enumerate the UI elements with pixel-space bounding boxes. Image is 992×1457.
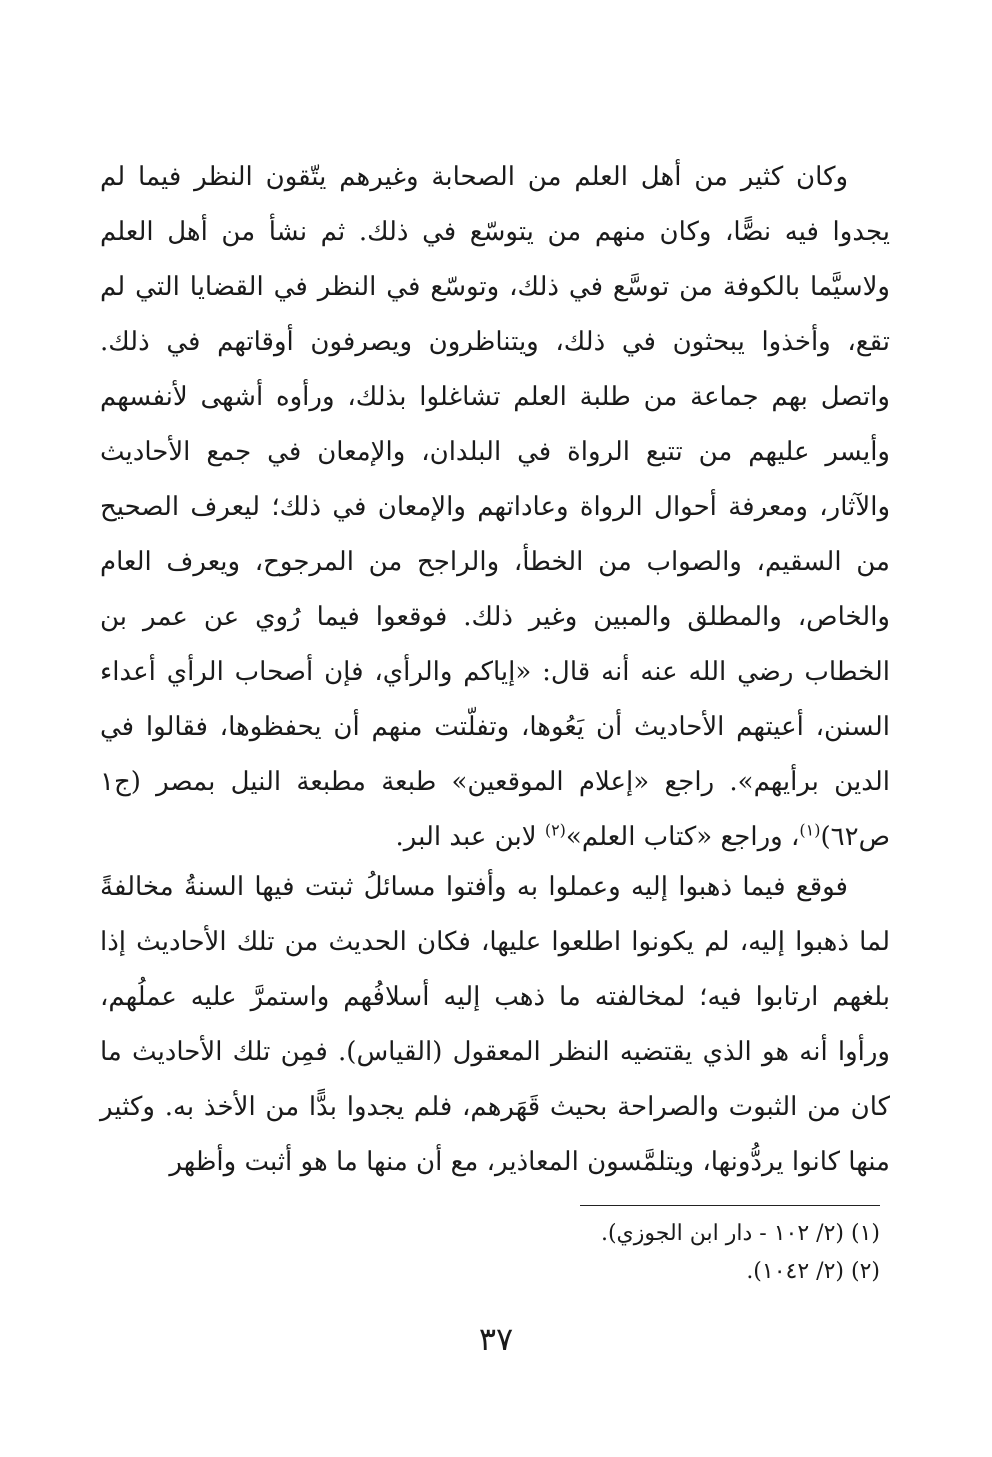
footnote-marker: (١) bbox=[850, 1221, 880, 1246]
footnotes bbox=[500, 1215, 880, 1291]
paragraph-text bbox=[100, 150, 890, 865]
paragraph-1-end: لابن عبد البر. bbox=[395, 822, 545, 852]
paragraph-1-middle: ، وراجع «كتاب العلم» bbox=[565, 822, 800, 852]
footnote-1 bbox=[500, 1215, 880, 1253]
footnote-text: (٢/ ١٠٤٢). bbox=[746, 1259, 844, 1284]
paragraph-2-text: فوقع فيما ذهبوا إليه وعملوا به وأفتوا مسائلُ ثبتت فيها السنةُ مخالفةً لما ذهبوا إليه، لم يكونوا اطلعوا عليها، فكان الحديث من تلك الأحاديث إذا بلغهم ارتابوا فيه؛ لمخالفته ما ذهب إليه أسلافُهم واستمرَّ عليه عملُهم، ورأوا أنه هو الذي يقتضيه النظر المعقول (القياس). فمِن تلك الأحاديث ما كان من الثبوت والصراحة بحيث قَهَرهم، فلم يجدوا بدًّا من الأخذ به. وكثير منها كانوا يردُّونها، ويتلمَّسون المعاذير، مع أن منها ما هو أثبت وأظهر bbox=[100, 872, 890, 1177]
paragraph-1-text: وكان كثير من أهل العلم من الصحابة وغيرهم يتّقون النظر فيما لم يجدوا فيه نصًّا، وكان منهم من يتوسّع في ذلك. ثم نشأ من أهل العلم ولاسيَّما بالكوفة من توسَّع في ذلك، وتوسّع في النظر في القضايا التي لم تقع، وأخذوا يبحثون في ذلك، ويتناظرون ويصرفون أوقاتهم في ذلك. واتصل بهم جماعة من طلبة العلم تشاغلوا بذلك، ورأوه أشهى لأنفسهم وأيسر عليهم من تتبع الرواة في البلدان، والإمعان في جمع الأحاديث والآثار، ومعرفة أحوال الرواة وعاداتهم والإمعان في ذلك؛ ليعرف الصحيح من السقيم، والصواب من الخطأ، والراجح من المرجوح، ويعرف العام والخاص، والمطلق والمبين وغير ذلك. فوقعوا فيما رُوي عن عمر بن الخطاب رضي الله عنه أنه قال: «إياكم والرأي، فإن أصحاب الرأي أعداء السنن، أعيتهم الأحاديث أن يَعُوها، وتفلّتت منهم أن يحفظوها، فقالوا في الدين برأيهم». راجع «إعلام الموقعين» طبعة مطبعة النيل بمصر (ج١ ص٦٢) bbox=[100, 162, 890, 852]
body-paragraph-1 bbox=[100, 150, 890, 865]
footnote-marker: (٢) bbox=[850, 1259, 880, 1284]
footnote-ref-1: (١) bbox=[799, 820, 821, 840]
page-number: ٣٧ bbox=[478, 1320, 514, 1358]
footnote-text: (٢/ ١٠٢ - دار ابن الجوزي). bbox=[600, 1221, 844, 1246]
body-paragraph-2 bbox=[100, 860, 890, 1190]
footnote-ref-2: (٢) bbox=[544, 820, 566, 840]
footnote-2 bbox=[500, 1253, 880, 1291]
footnote-separator bbox=[580, 1205, 880, 1206]
